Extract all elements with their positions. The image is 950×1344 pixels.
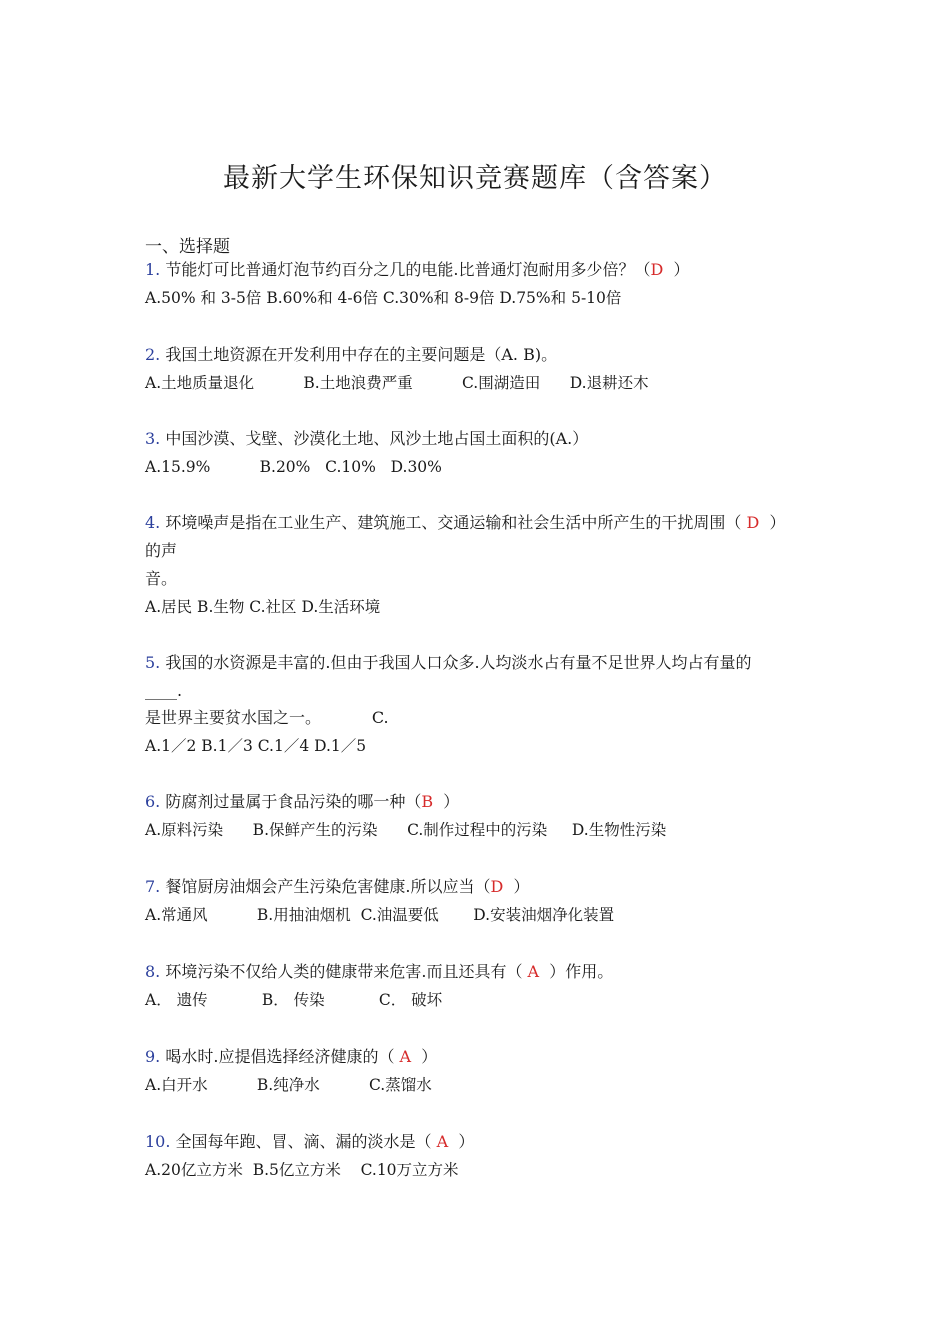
answer-mark: A	[436, 1132, 449, 1151]
question-4-continued-2: 音。	[145, 569, 178, 588]
options-6: A.原料污染 B.保鲜产生的污染 C.制作过程中的污染 D.生物性污染	[145, 821, 667, 839]
question-4	[145, 513, 785, 533]
options-1: A.50% 和 3-5倍 B.60%和 4-6倍 C.30%和 8-9倍 D.75%和 5-10倍	[145, 289, 622, 307]
question-number: 2.	[145, 345, 161, 364]
question-text-end: ）	[433, 792, 460, 811]
question-text: 中国沙漠、戈壁、沙漠化土地、风沙土地占国土面积的(A.）	[160, 429, 589, 448]
question-text-end: ）	[448, 1132, 475, 1151]
answer-mark: D	[746, 513, 760, 532]
question-number: 10.	[145, 1132, 171, 1151]
options-9: A.白开水 B.纯净水 C.蒸馏水	[145, 1076, 432, 1094]
question-text-end: ）	[411, 1047, 438, 1066]
question-5-continued: 是世界主要贫水国之一。 C.	[145, 708, 389, 727]
question-text-end: ）	[503, 877, 530, 896]
options-8: A． 遗传 B． 传染 C． 破坏	[145, 991, 443, 1009]
question-number: 9.	[145, 1047, 161, 1066]
question-text: 我国土地资源在开发利用中存在的主要问题是（A. B)。	[160, 345, 558, 364]
question-number: 5.	[145, 653, 161, 672]
question-number: 4.	[145, 513, 161, 532]
question-8	[145, 962, 613, 982]
page-title: 最新大学生环保知识竞赛题库（含答案）	[223, 163, 727, 194]
question-4-continued: 的声	[145, 541, 178, 560]
question-text: 餐馆厨房油烟会产生污染危害健康.所以应当（	[160, 877, 491, 896]
question-text: 防腐剂过量属于食品污染的哪一种（	[160, 792, 422, 811]
question-text: 环境噪声是指在工业生产、建筑施工、交通运输和社会生活中所产生的干扰周围（	[160, 513, 747, 532]
question-2	[145, 345, 557, 365]
answer-mark: B	[421, 792, 434, 811]
question-number: 8.	[145, 962, 161, 981]
question-1	[145, 260, 689, 280]
options-4: A.居民 B.生物 C.社区 D.生活环境	[145, 598, 381, 616]
answer-mark: A	[399, 1047, 412, 1066]
options-7: A.常通风 B.用抽油烟机 C.油温要低 D.安装油烟净化装置	[145, 906, 615, 924]
options-3: A.15.9% B.20% C.10% D.30%	[145, 458, 442, 476]
question-text: 环境污染不仅给人类的健康带来危害.而且还具有（	[160, 962, 528, 981]
question-10	[145, 1132, 474, 1152]
options-2: A.土地质量退化 B.土地浪费严重 C.围湖造田 D.退耕还木	[145, 374, 649, 392]
question-3	[145, 429, 588, 449]
answer-mark: D	[490, 877, 504, 896]
options-5: A.1／2 B.1／3 C.1／4 D.1／5	[145, 737, 367, 755]
question-number: 1.	[145, 260, 161, 279]
question-5-blank: ____.	[145, 681, 183, 700]
question-text: 我国的水资源是丰富的.但由于我国人口众多.人均淡水占有量不足世界人均占有量的	[160, 653, 752, 672]
question-text-end: ）	[759, 513, 786, 532]
question-text: 喝水时.应提倡选择经济健康的（	[160, 1047, 400, 1066]
options-10: A.20亿立方米 B.5亿立方米 C.10万立方米	[145, 1161, 459, 1179]
question-6	[145, 792, 459, 812]
question-number: 7.	[145, 877, 161, 896]
question-5	[145, 653, 752, 673]
question-text-end: ）作用。	[539, 962, 614, 981]
question-9	[145, 1047, 437, 1067]
question-text: 全国每年跑、冒、滴、漏的淡水是（	[170, 1132, 437, 1151]
answer-mark: D	[650, 260, 664, 279]
question-text: 节能灯可比普通灯泡节约百分之几的电能.比普通灯泡耐用多少倍？（	[160, 260, 651, 279]
question-7	[145, 877, 529, 897]
question-text-end: ）	[663, 260, 690, 279]
answer-mark: A	[527, 962, 540, 981]
section-heading: 一、选择题	[145, 237, 230, 257]
question-number: 6.	[145, 792, 161, 811]
question-number: 3.	[145, 429, 161, 448]
